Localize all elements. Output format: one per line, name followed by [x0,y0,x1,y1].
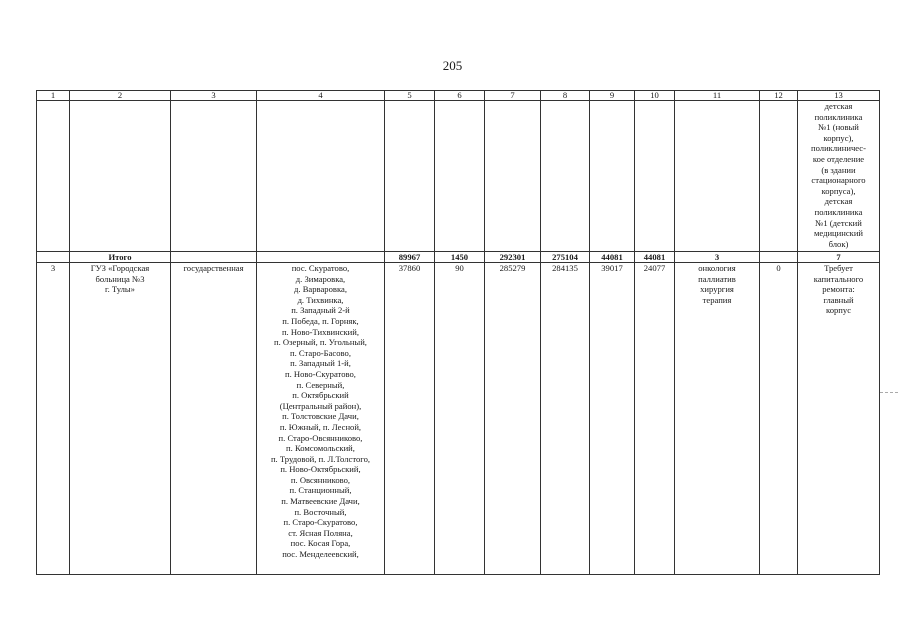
header-cell: 8 [541,91,590,101]
data-table [36,90,880,575]
cell-value: 285279 [485,263,541,575]
header-cell: 2 [70,91,171,101]
scan-mark [880,392,898,393]
cell-value: 37860 [385,263,435,575]
cell-value: 39017 [590,263,635,575]
total-value: 1450 [435,252,485,263]
cell-value: 284135 [541,263,590,575]
total-label: Итого [70,252,171,263]
table-row [37,263,880,575]
header-cell: 4 [257,91,385,101]
total-value: 292301 [485,252,541,263]
total-value: 89967 [385,252,435,263]
column-number-row [37,91,880,101]
total-value: 44081 [590,252,635,263]
repair-note: Требует капитального ремонта: главный корпус [798,263,880,575]
continuation-row [37,101,880,252]
header-cell: 12 [760,91,798,101]
total-value: 275104 [541,252,590,263]
header-cell: 3 [171,91,257,101]
institution-name: ГУЗ «Городская больница №3 г. Тулы» [70,263,171,575]
total-value: 7 [798,252,880,263]
row-number: 3 [37,263,70,575]
header-cell: 10 [635,91,675,101]
header-cell: 1 [37,91,70,101]
ownership-type: государственная [171,263,257,575]
cell-value: 90 [435,263,485,575]
total-value: 3 [675,252,760,263]
cell-value: 0 [760,263,798,575]
header-cell: 13 [798,91,880,101]
medical-profiles: онкология паллиатив хирургия терапия [675,263,760,575]
header-cell: 7 [485,91,541,101]
service-areas: пос. Скуратово, д. Зимаровка, д. Варваровка, д. Тихвинка, п. Западный 2-й п. Победа, п. Горняк, п. Ново-Тихвинский, п. Озерный, п. Угольный, п. Старо-Басово, п. Западный 1-й, п. Ново-Скуратово, п. Северный, п. Октябрьский (Центральный район), п. Толстовские Дачи, п. Южный, п. Лесной, п. Старо-Овсянниково, п. Комсомольский, п. Трудовой, п. Л.Толстого, п. Ново-Октябрьский, п. Овсянниково, п. Станционный, п. Матвеевские Дачи, п. Восточный, п. Старо-Скуратово, ст. Ясная Поляна, пос. Косая Гора, пос. Менделеевский, [257,263,385,575]
header-cell: 11 [675,91,760,101]
header-cell: 6 [435,91,485,101]
total-value: 44081 [635,252,675,263]
total-row [37,252,880,263]
header-cell: 5 [385,91,435,101]
page-number: 205 [442,58,463,73]
cell-value: 24077 [635,263,675,575]
header-cell: 9 [590,91,635,101]
continuation-note-cell: детская поликлиника №1 (новый корпус), поликлиничес- кое отделение (в здании стационарного корпуса), детская поликлиника №1 (детский медицинский блок) [798,101,880,252]
